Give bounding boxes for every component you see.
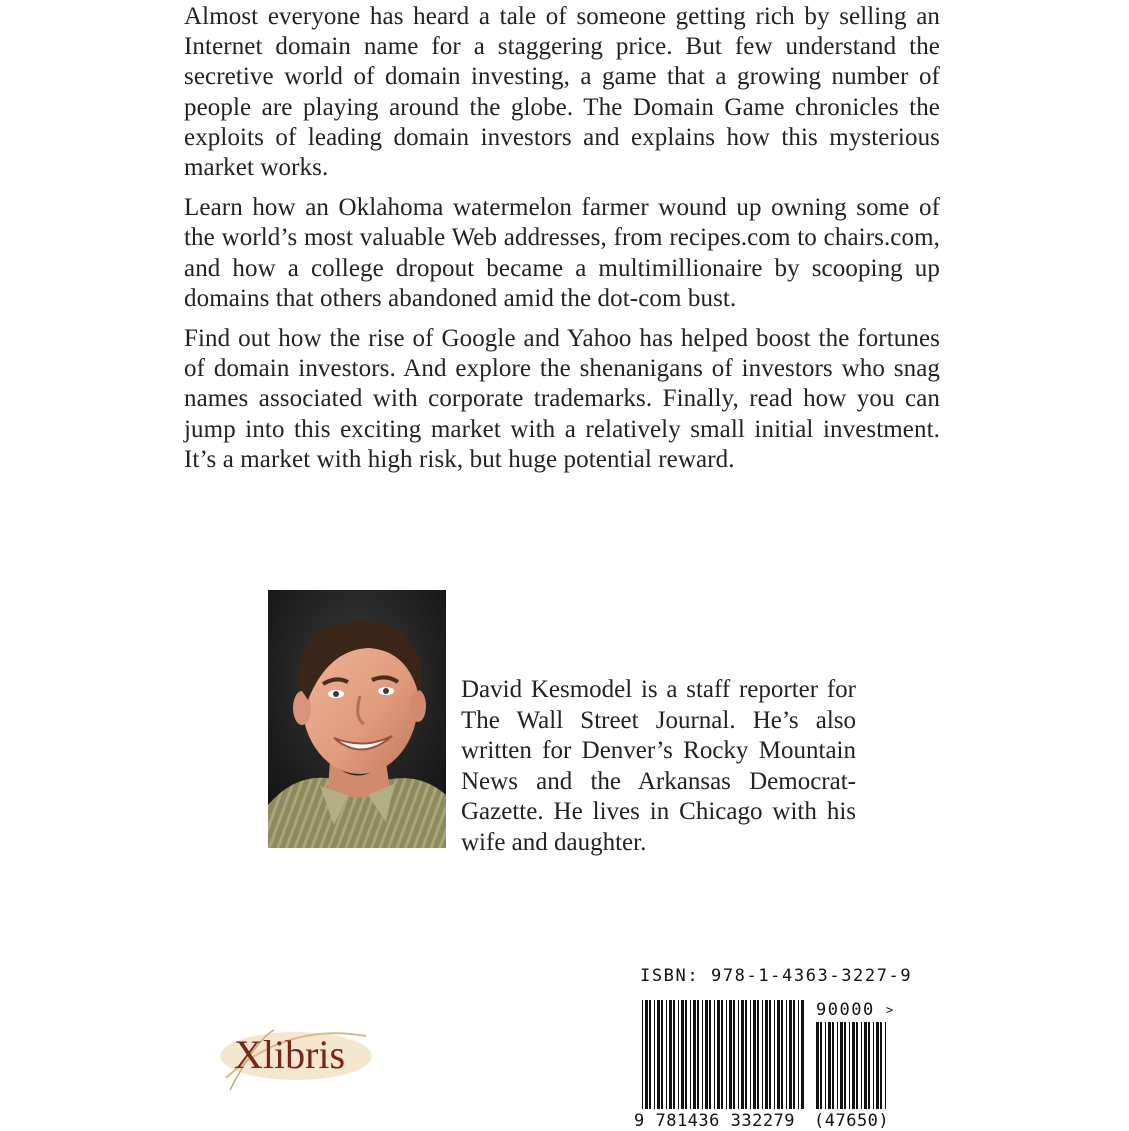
barcode-bar <box>709 1000 711 1122</box>
barcode-bar <box>880 1022 882 1114</box>
barcode-bar <box>726 1000 727 1122</box>
addon-bars <box>816 1022 886 1114</box>
barcode-bar <box>733 1000 735 1122</box>
barcode-bar <box>856 1022 858 1114</box>
barcode-bar <box>654 1000 655 1122</box>
barcode-bar <box>825 1022 826 1114</box>
barcode-bar <box>661 1000 663 1122</box>
barcode-bar <box>873 1022 874 1114</box>
barcode-bar <box>750 1000 751 1122</box>
barcode-bar <box>705 1000 708 1122</box>
barcode-bar <box>657 1000 660 1122</box>
barcode-bar <box>885 1022 886 1114</box>
barcode-bar <box>745 1000 747 1122</box>
barcode-bar <box>864 1022 867 1114</box>
price-code-text: 90000 <box>816 1000 875 1020</box>
barcode-bar <box>820 1022 822 1114</box>
barcode-bar <box>729 1000 732 1122</box>
barcode-bar <box>769 1000 771 1122</box>
barcode-bar <box>765 1000 768 1122</box>
isbn-barcode <box>630 996 892 1131</box>
author-photo <box>268 590 446 848</box>
barcode-bar <box>697 1000 699 1122</box>
barcode-bar <box>868 1022 870 1114</box>
barcode-bar <box>685 1000 687 1122</box>
barcode-bar <box>738 1000 739 1122</box>
barcode-bar <box>721 1000 723 1122</box>
barcode-bar <box>801 1000 804 1122</box>
barcode-bar <box>876 1022 879 1114</box>
xlibris-logo <box>216 1020 386 1096</box>
barcode-bar <box>849 1022 850 1114</box>
barcode-bar <box>678 1000 679 1122</box>
barcode-bar <box>798 1000 799 1122</box>
barcode-bar <box>840 1022 843 1114</box>
barcode-bar <box>673 1000 675 1122</box>
price-code-arrow: > <box>886 1003 894 1017</box>
barcode-bar <box>669 1000 672 1122</box>
barcode-bar <box>666 1000 667 1122</box>
barcode-bar <box>645 1000 648 1122</box>
barcode-bar <box>852 1022 855 1114</box>
author-portrait-image <box>268 590 446 848</box>
ean-digits-text: 9 781436 332279 <box>634 1111 796 1131</box>
barcode-bar <box>762 1000 763 1122</box>
blurb-paragraph-3: Find out how the rise of Google and Yahoo has helped boost the fortunes of domain investors. And explore the shenanigans of investors who snag names associated with corporate trademarks. Finally, read how you can jump into this exciting market with a relatively small initial investment. It’s a market with high risk, but huge potential reward. <box>184 325 940 473</box>
barcode-bar <box>714 1000 715 1122</box>
author-bio: David Kesmodel is a staff reporter for The Wall Street Journal. He’s also written for Denver’s Rocky Mountain News and the Arkansas Democrat-Gazette. He lives in Chicago with his wife and daughter. <box>461 676 856 856</box>
barcode-bar <box>816 1022 819 1114</box>
barcode-bar <box>693 1000 696 1122</box>
barcode-bar <box>793 1000 795 1122</box>
barcode-bar <box>757 1000 759 1122</box>
barcode-bar <box>832 1022 834 1114</box>
barcode-bar <box>702 1000 703 1122</box>
barcode-bar <box>717 1000 720 1122</box>
barcode-bar <box>828 1022 831 1114</box>
back-cover-blurb <box>184 2 940 485</box>
ean-bars <box>642 1000 804 1122</box>
barcode-bar <box>753 1000 756 1122</box>
barcode-bar <box>844 1022 846 1114</box>
barcode-bar <box>774 1000 775 1122</box>
barcode-bar <box>741 1000 744 1122</box>
blurb-paragraph-1: Almost everyone has heard a tale of someone getting rich by selling an Internet domain name for a staggering price. But few understand the secretive world of domain investing, a game that a growing number of people are playing around the globe. The Domain Game chronicles the exploits of leading domain investors and explains how this mysterious market works. <box>184 3 940 182</box>
barcode-bar <box>681 1000 684 1122</box>
barcode-bar <box>789 1000 792 1122</box>
barcode-bar <box>690 1000 691 1122</box>
logo-text: Xlibris <box>234 1032 346 1077</box>
barcode-bar <box>649 1000 651 1122</box>
isbn-label: ISBN: 978-1-4363-3227-9 <box>640 966 913 986</box>
barcode-bar <box>861 1022 862 1114</box>
barcode-bar <box>837 1022 838 1114</box>
barcode-bar <box>642 1000 643 1122</box>
barcode-bar <box>786 1000 787 1122</box>
addon-digits-text: (47650) <box>814 1111 890 1131</box>
barcode-bar <box>777 1000 780 1122</box>
blurb-paragraph-2: Learn how an Oklahoma watermelon farmer wound up owning some of the world’s most valuable Web addresses, from recipes.com to chairs.com, and how a college dropout became a multimillionaire by scooping up domains that others abandoned amid the dot-com bust. <box>184 194 940 312</box>
barcode-bar <box>781 1000 783 1122</box>
